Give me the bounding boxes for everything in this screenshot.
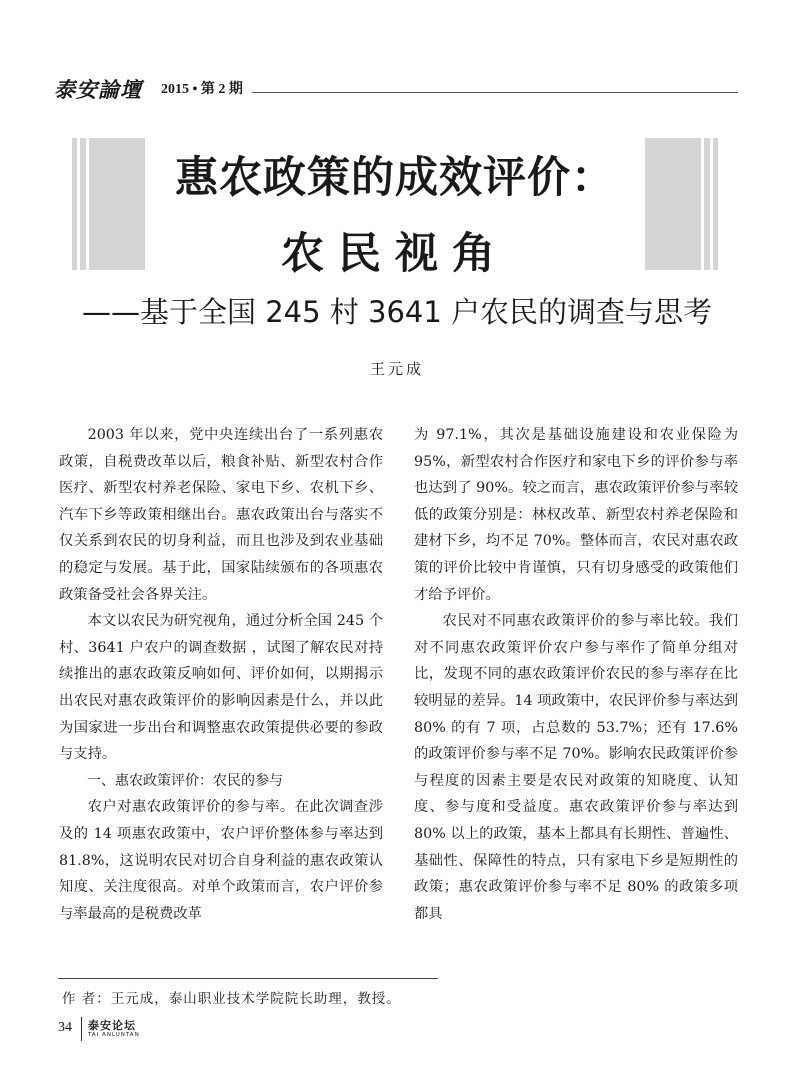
decor-bar: [645, 138, 701, 270]
paragraph-text: 我们对不同惠农政策评价农户参与率作了简单分组对比，发现不同的惠农政策评价农民的参与率存在比较明显的差异。14 项政策中，农民评价参与率达到 80% 的有 7 项，占总数的 53.7%；还有 17.6% 的政策评价参与率不足 70%。影响农民政策评价参与程度的因素主要是农民对政策的知晓度、认知度、参与度和受益度。惠农政策评价参与率达到 80% 以上的政策，基本上都具有长期性、普遍性、基础性、保障性的特点，只有家电下乡是短期性的政策；惠农政策评价参与率不足 80% 的政策多项都具: [414, 613, 738, 922]
right-column: [414, 422, 738, 927]
paragraph-lead: 农民对不同惠农政策评价的参与率比较。: [442, 613, 709, 630]
paragraph: [414, 608, 738, 927]
running-header: [44, 74, 738, 102]
paragraph-lead: 农户对惠农政策评价的参与率。: [87, 799, 295, 816]
decor-bar: [704, 138, 710, 270]
footer-divider: [81, 1017, 82, 1041]
paragraph-text: 在此次调查涉及的 14 项惠农政策中，农户评价整体参与率达到 81.8%，这说明农民对切合自身利益的惠农政策认知度、关注度很高。对单个政策而言，农户评价参与率最高的是税费改革: [59, 799, 384, 922]
paragraph: 2003 年以来，党中央连续出台了一系列惠农政策，自税费改革以后，粮食补贴、新型农村合作医疗、新型农村养老保险、家电下乡、农机下乡、汽车下乡等政策相继出台。惠农政策出台与落实不仅关系到农民的切身利益，而且也涉及到农业基础的稳定与发展。基于此，国家陆续颁布的各项惠农政策备受社会各界关注。: [59, 427, 383, 603]
paragraph: 本文以农民为研究视角，通过分析全国 245 个村、3641 户农户的调查数据 ，试图了解农民对持续推出的惠农政策反响如何、评价如何，以期揭示出农民对惠农政策评价的影响因素是什么，并以此为国家进一步出台和调整惠农政策提供必要的参政与支持。: [59, 613, 383, 763]
footer-brand: 泰安论坛: [88, 1019, 136, 1032]
decor-bar: [72, 138, 77, 270]
article-subtitle: ——基于全国 245 村 3641 户农民的调查与思考: [81, 295, 713, 329]
author-name: 王元成: [369, 360, 424, 378]
author-footnote: 作 者：王元成，泰山职业技术学院院长助理，教授。: [62, 991, 401, 1007]
title-block: [72, 138, 718, 279]
footer-brand-pinyin: TAI ANLUNTAN: [88, 1032, 140, 1038]
page-number: 34: [58, 1020, 72, 1035]
left-column: [59, 422, 383, 927]
footnote-rule: [58, 978, 438, 979]
paragraph: 为 97.1%，其次是基础设施建设和农业保险为 95%，新型农村合作医疗和家电下乡的评价参与率也达到了 90%。较之而言，惠农政策评价参与率较低的政策分别是：林权改革、新型农村养老保险和建材下乡，均不足 70%。整体而言，农民对惠农政策的评价比较中肯谨慎，只有切身感受的政策他们才给予评价。: [414, 427, 738, 603]
paragraph: [59, 794, 383, 927]
decor-bar: [713, 138, 718, 270]
section-heading: 一、惠农政策评价：农民的参与: [87, 772, 283, 789]
article-title-line2: 农民视角: [281, 229, 509, 279]
article-title-line1: 惠农政策的成效评价：: [175, 153, 615, 203]
header-rule: [252, 92, 738, 93]
issue-label: 2015 • 第 2 期: [161, 82, 243, 97]
decor-bar: [89, 138, 145, 270]
decor-bar: [80, 138, 86, 270]
journal-name: 泰安論壇: [54, 77, 142, 102]
